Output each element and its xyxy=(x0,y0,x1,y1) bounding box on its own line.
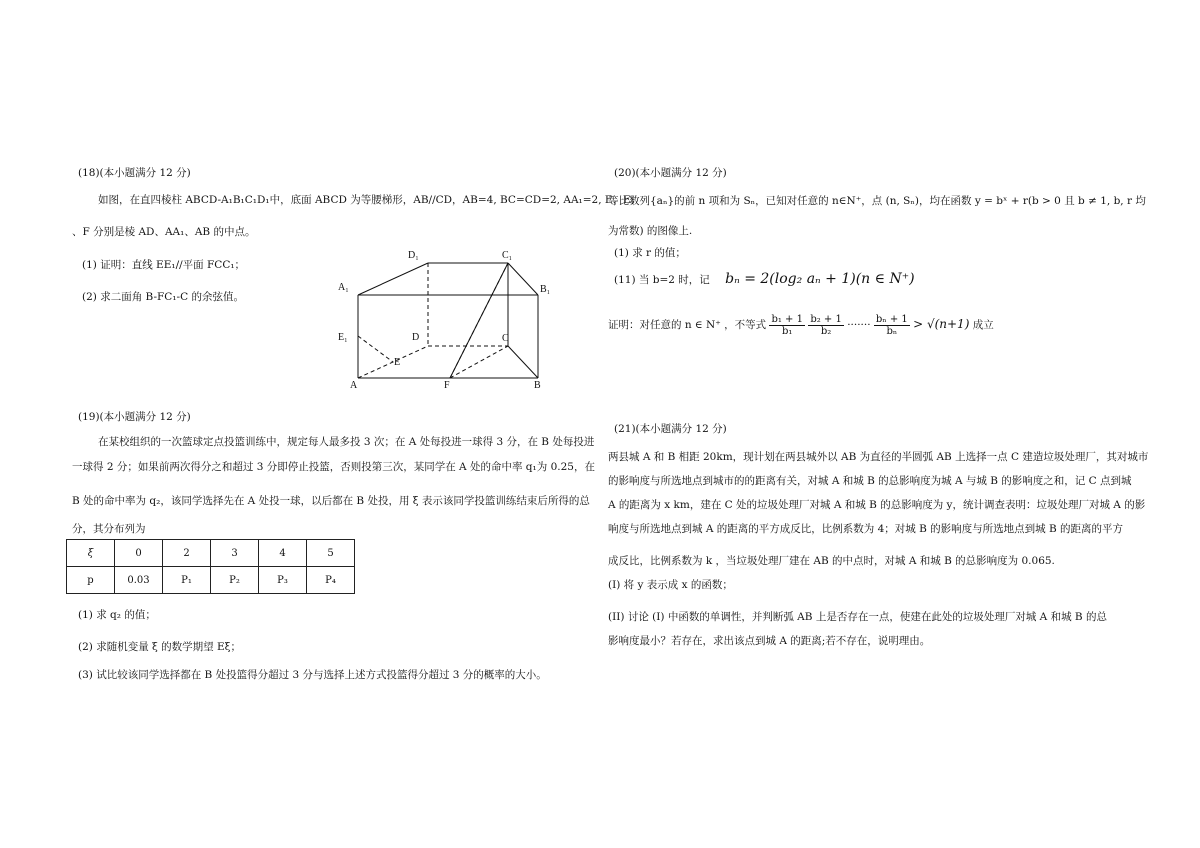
q19-part1: (1) 求 q₂ 的值； xyxy=(78,609,156,621)
table-row xyxy=(67,540,355,567)
q21-para-3: A 的距离为 x km，建在 C 处的垃圾处理厂对城 A 和城 B 的总影响度为 y，统计调查表明：垃圾处理厂对城 A 的影 xyxy=(608,499,1146,511)
q18-stem: 如图，在直四棱柱 ABCD-A₁B₁C₁D₁中，底面 ABCD 为等腰梯形，AB//CD，AB=4, BC=CD=2, AA₁=2, E、E₁ xyxy=(98,194,635,206)
q21-para-2: 的影响度与所选地点到城市的的距离有关，对城 A 和城 B 的总影响度为城 A 与城 B 的影响度之和，记 C 点到城 xyxy=(608,475,1132,487)
q18-part2: (2) 求二面角 B-FC₁-C 的余弦值。 xyxy=(82,291,244,303)
table-cell: 0.03 xyxy=(115,567,163,594)
table-cell: 4 xyxy=(259,540,307,567)
q21-para-4: 响度与所选地点到城 A 的距离的平方成反比，比例系数为 4；对城 B 的影响度与所选地点到城 B 的距离的平方 xyxy=(608,523,1124,535)
label-D: D xyxy=(412,332,420,343)
q21-part2: (II) 讨论 (I) 中函数的单调性，并判断弧 AB 上是否存在一点，使建在此处的垃圾处理厂对城 A 和城 B 的总 xyxy=(608,611,1107,623)
q20-header: (20)(本小题满分 12 分) xyxy=(614,167,727,179)
q21-para-5: 成反比，比例系数为 k ，当垃圾处理厂建在 AB 的中点时，对城 A 和城 B 的总影响度为 0.065. xyxy=(608,555,1055,567)
q18-stem-cont: 、F 分别是棱 AD、AA₁、AB 的中点。 xyxy=(72,226,256,238)
q18-part1: (1) 证明：直线 EE₁//平面 FCC₁； xyxy=(82,259,246,271)
q19-para-3: B 处的命中率为 q₂，该同学选择先在 A 处投一球，以后都在 B 处投，用 ξ 表示该同学投篮训练结束后所得的总 xyxy=(72,495,590,507)
q20-proof-suffix: 成立 xyxy=(972,319,994,331)
q21-header: (21)(本小题满分 12 分) xyxy=(614,423,727,435)
q20-part2 xyxy=(614,272,915,287)
q20-para-1: 等比数列{aₙ}的前 n 项和为 Sₙ，已知对任意的 n∈N⁺，点 (n, Sₙ)，均在函数 y = bˣ + r(b > 0 且 b ≠ 1, b, r 均 xyxy=(608,195,1146,207)
fraction-2-numerator: b₂ + 1 xyxy=(810,313,842,325)
label-F: F xyxy=(444,380,450,391)
fraction-1-denominator: b₁ xyxy=(782,325,793,337)
q19-para-2: 一球得 2 分；如果前两次得分之和超过 3 分即停止投篮，否则投第三次，某同学在 A 处的命中率 q₁为 0.25，在 xyxy=(72,461,595,473)
table-cell: P₂ xyxy=(211,567,259,594)
fraction-2-denominator: b₂ xyxy=(820,325,832,337)
q20-part2-prefix: (11) 当 b=2 时，记 xyxy=(614,274,710,286)
q20-part1: (1) 求 r 的值； xyxy=(614,247,686,259)
label-B: B xyxy=(534,380,541,391)
label-D1: D₁ xyxy=(408,250,419,261)
label-A1: A₁ xyxy=(338,282,349,293)
fraction-1-numerator: b₁ + 1 xyxy=(771,313,803,325)
table-cell: P₃ xyxy=(259,567,307,594)
table-cell: p xyxy=(67,567,115,594)
table-cell: 3 xyxy=(211,540,259,567)
fraction-n xyxy=(874,314,910,337)
table-cell: ξ xyxy=(67,540,115,567)
q20-proof-prefix: 证明：对任意的 n ∈ N⁺ ，不等式 xyxy=(608,319,767,331)
label-C1: C₁ xyxy=(502,250,513,261)
label-E1: E₁ xyxy=(338,332,348,343)
fraction-n-denominator: bₙ xyxy=(886,325,898,337)
label-A: A xyxy=(350,380,358,391)
table-cell: P₁ xyxy=(163,567,211,594)
product-dots: ······· xyxy=(847,319,871,331)
q19-part3: (3) 试比较该同学选择都在 B 处投篮得分超过 3 分与选择上述方式投篮得分超过 3 分的概率的大小。 xyxy=(78,669,547,681)
q19-header: (19)(本小题满分 12 分) xyxy=(78,411,191,423)
q21-para-1: 两县城 A 和 B 相距 20km，现计划在两县城外以 AB 为直径的半圆弧 AB 上选择一点 C 建造垃圾处理厂，其对城市 xyxy=(608,451,1149,463)
bn-formula: bₙ = 2(log₂ aₙ + 1)(n ∈ N⁺) xyxy=(725,271,915,287)
distribution-table xyxy=(66,539,355,594)
table-cell: 0 xyxy=(115,540,163,567)
q18-header: (18)(本小题满分 12 分) xyxy=(78,167,191,179)
fraction-n-numerator: bₙ + 1 xyxy=(875,313,908,325)
q21-part2-cont: 影响度最小？若存在，求出该点到城 A 的距离;若不存在，说明理由。 xyxy=(608,635,931,647)
table-row xyxy=(67,567,355,594)
fraction-2 xyxy=(808,314,844,337)
q19-para-1: 在某校组织的一次篮球定点投篮训练中，规定每人最多投 3 次；在 A 处每投进一球得 3 分，在 B 处每投进 xyxy=(98,436,595,448)
inequality-rhs: > √(n+1) xyxy=(913,317,970,331)
prism-figure xyxy=(332,246,632,392)
label-B1: B₁ xyxy=(540,284,551,295)
label-E: E xyxy=(394,357,401,368)
q20-para-2: 为常数) 的图像上. xyxy=(608,225,693,237)
label-C: C xyxy=(502,333,509,344)
fraction-1 xyxy=(769,314,805,337)
table-cell: P₄ xyxy=(307,567,355,594)
q20-proof xyxy=(608,308,994,342)
q19-para-4: 分，其分布列为 xyxy=(72,523,146,535)
q21-part1: (I) 将 y 表示成 x 的函数； xyxy=(608,579,733,591)
table-cell: 5 xyxy=(307,540,355,567)
table-cell: 2 xyxy=(163,540,211,567)
q19-part2: (2) 求随机变量 ξ 的数学期望 Eξ； xyxy=(78,641,241,653)
